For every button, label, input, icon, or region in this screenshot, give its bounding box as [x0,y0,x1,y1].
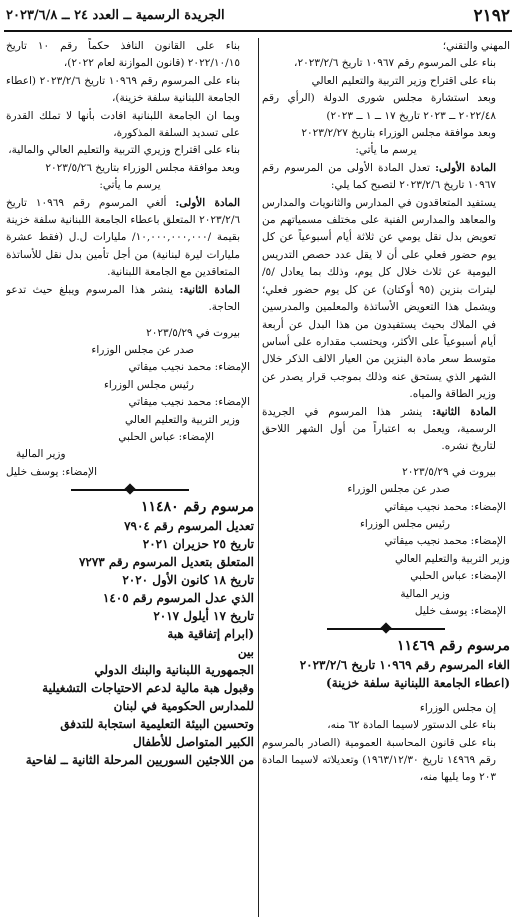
signature-line: وزير التربية والتعليم العالي [394,552,510,565]
decree-title-line: وتحسين البيئة التعليمية استجابة للتدفق [60,716,254,731]
decree-intro: يرسم ما يأتي: [355,144,417,157]
decree-title-line: وقبول هبة مالية لدعم الاحتياجات التشغيلية [42,680,254,695]
preamble-line: بناء على المرسوم رقم ١٠٩٦٧ تاريخ ٢٠٢٣/٢/٦، [294,57,496,70]
decree-title-line: من اللاجئين السوريين المرحلة الثانية ــ لفاحية [25,752,254,767]
article-2-label: المادة الثانية: [432,405,496,418]
article-1 [6,195,254,282]
signature-line: الإمضاء: محمد نجيب ميقاتي [128,396,250,409]
preamble-line: وبعد استشارة مجلس شورى الدولة (الرأي رقم ٢٠٢٢/٤٨ ــ ٢٠٢٣ تاريخ ١٧ ــ ١ ــ ٢٠٢٣) [262,92,496,122]
decree-subtitle: الغاء المرسوم رقم ١٠٩٦٩ تاريخ ٢٠٢٣/٢/٦ [299,657,510,672]
signature-line: وزير التربية والتعليم العالي [124,413,240,426]
left-column [6,38,254,919]
signature-line: الإمضاء: محمد نجيب ميقاتي [128,361,250,374]
decree-title-line: الكبير المتواصل للأطفال [132,734,254,749]
signature-line: صدر عن مجلس الوزراء [91,343,194,356]
section-separator [327,624,445,634]
decree-title-line: المتعلق بتعديل المرسوم رقم ٧٢٧٣ [78,554,254,569]
article-2 [262,404,510,456]
decree-title-line: بين [237,644,254,659]
decree-title: مرسوم رقم ١١٤٦٩ [397,638,510,655]
basis-line: بناء على الدستور لاسيما المادة ٦٢ منه، [327,719,496,732]
decree-title-line: تاريخ ١٨ كانون الأول ٢٠٢٠ [122,572,254,587]
signature-line: الإمضاء: محمد نجيب ميقاتي [384,500,506,513]
preamble-line: بناء على القانون النافذ حكماً رقم ١٠ تاريخ ٢٠٢٢/١٠/١٥ (قانون الموازنة لعام ٢٠٢٢)، [6,40,240,70]
decree-title-line: للمدارس الحكومية في لبنان [113,698,254,713]
preamble-line: بناء على اقتراح وزيري التربية والتعليم العالي والمالية، [8,144,240,157]
right-column [262,38,510,919]
decree-intro: يرسم ما يأتي: [99,179,161,192]
header-rule [4,30,512,32]
page-number: ٢١٩٢ [473,6,510,26]
signature-line: صدر عن مجلس الوزراء [347,483,450,496]
decree-title-line: تعديل المرسوم رقم ٧٩٠٤ [124,518,254,533]
preamble-line: بناء على المرسوم رقم ١٠٩٦٩ تاريخ ٢٠٢٣/٢/٦ (اعطاء الجامعة اللبنانية سلفة خزينة)، [6,74,240,105]
signature-line: رئيس مجلس الوزراء [359,517,450,530]
decree-title-line: الذي عدل المرسوم رقم ١٤٠٥ [102,590,254,605]
decree-intro-line: إن مجلس الوزراء [419,701,496,714]
article-2-text: ينشر هذا المرسوم ويبلغ حيث تدعو الحاجة. [6,283,240,314]
preamble-line: وبما ان الجامعة اللبنانية افادت بأنها لا تملك القدرة على تسديد السلفة المذكورة، [6,109,240,140]
section-separator [71,485,189,495]
preamble-line: المهني والتقني؛ [442,40,510,52]
preamble-line: وبعد موافقة مجلس الوزراء بتاريخ ٢٠٢٣/٢/٢٧ [301,127,496,140]
article-1 [262,160,510,195]
basis-line: بناء على قانون المحاسبة العمومية (الصادر بالمرسوم رقم ١٤٩٦٩ تاريخ ١٩٦٣/١٢/٣٠) وتعديلاته لاسيما المادة ٢٠٣ وما يليها منه، [262,736,496,784]
article-1-text: ألغي المرسوم رقم ١٠٩٦٩ تاريخ ٢٠٢٣/٢/٦ المتعلق باعطاء الجامعة اللبنانية سلفة خزينة بقيمة /١٠,٠٠٠,٠٠٠,٠٠٠/ مليارات ل.ل (فقط عشرة مليارات ليرة لبنانية) من أجل تأمين بدل نقل للأساتذة المتعاقدين مع الجامعة اللبنانية. [6,196,240,279]
decree-title-line: (ابرام إتفاقية هبة [167,626,254,641]
signature-line: وزير المالية [400,587,450,600]
signature-line: وزير المالية [16,448,66,461]
article-1-body: يستفيد المتعاقدون في المدارس والثانويات والمدارس والمعاهد والمدارس الفنية على مختلف مسمياتهم من تعويض بدل نقل يومي عن ثلاثة أيام أسبوعياً عن كل يوم حضور فعلي على أن لا يقل عدد حصص التدريس اليومية عن ثلاث خلال كل يوم، وذلك بما يعادل /٥/ ليترات بنزين (٩٥ أوكتان) عن كل يوم حضور فعلي؛ ويشمل هذا التعويض الأساتذة والمعلمين والمدرسين في الملاك بحيث يستفيدون من هذا البدل عن أربعة أيام أسبوعياً على الأكثر، ويحتسب مقداره على أساس متوسط سعر مادة البنزين من العيار الالف الذكر خلال الشهر الذي يستحق عنه وذلك بموجب قرار يصدر عن وزير الطاقة والمياه. [262,196,496,401]
preamble-line: بناء على اقتراح وزير التربية والتعليم العالي [311,74,496,87]
signature-line: الإمضاء: عباس الحلبي [118,430,214,443]
issue-info: الجريدة الرسمية ــ العدد ٢٤ ــ ٢٠٢٣/٦/٨ [6,8,225,23]
preamble-line: وبعد موافقة مجلس الوزراء بتاريخ ٢٠٢٣/٥/٢٦ [45,161,240,174]
signature-line: الإمضاء: يوسف خليل [414,605,506,617]
signature-line: رئيس مجلس الوزراء [103,378,194,391]
article-1-label: المادة الأولى: [175,196,241,209]
article-2 [6,282,254,317]
page-header [6,6,510,28]
date-line: بيروت في ٢٠٢٣/٥/٢٩ [402,465,496,478]
decree-title: مرسوم رقم ١١٤٨٠ [141,499,254,516]
decree-title-line: الجمهورية اللبنانية والبنك الدولي [94,662,254,677]
decree-title-line: تاريخ ١٧ أيلول ٢٠١٧ [153,608,254,623]
date-line: بيروت في ٢٠٢٣/٥/٢٩ [146,326,240,339]
article-1-text: تعدل المادة الأولى من المرسوم رقم ١٠٩٦٧ تاريخ ٢٠٢٣/٢/٦ لتصبح كما يلي: [262,161,496,192]
article-1-label: المادة الأولى: [435,161,496,174]
column-divider [258,38,259,917]
article-2-text: ينشر هذا المرسوم في الجريدة الرسمية، ويعمل به اعتباراً من أول الشهر اللاحق لتاريخ نشره. [262,405,496,453]
decree-title-line: تاريخ ٢٥ حزيران ٢٠٢١ [142,536,254,551]
signature-line: الإمضاء: يوسف خليل [6,465,98,478]
decree-subtitle: (اعطاء الجامعة اللبنانية سلفة خزينة) [326,675,510,690]
article-2-label: المادة الثانية: [179,283,240,296]
signature-line: الإمضاء: عباس الحلبي [410,570,506,583]
signature-line: الإمضاء: محمد نجيب ميقاتي [384,535,506,548]
